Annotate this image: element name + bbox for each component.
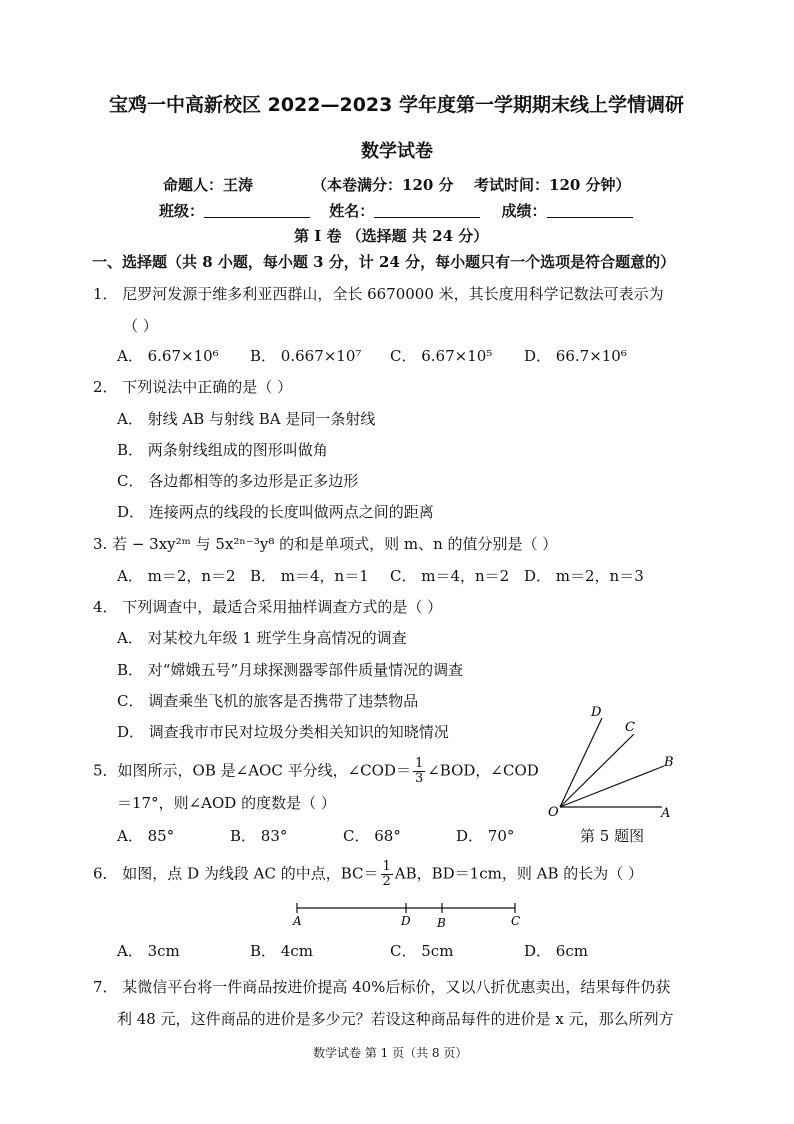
q6-fraction-den: 2 <box>382 874 391 889</box>
label-c: C <box>511 914 521 928</box>
q4-option-a: A． 对某校九年级 1 班学生身高情况的调查 <box>117 629 407 647</box>
q5-option-a: A． 85° <box>117 827 175 845</box>
author-line <box>163 175 253 195</box>
q6-option-a: A． 3cm <box>117 942 180 960</box>
time-info: 考试时间：120 分钟） <box>474 176 631 194</box>
q4-option-d: D． 调查我市市民对垃圾分类相关知识的知晓情况 <box>117 723 449 741</box>
q5-stem-a: 5．如图所示，OB 是∠AOC 平分线，∠COD＝ <box>93 761 411 780</box>
name-label: 姓名： <box>329 202 375 220</box>
label-b: B <box>437 916 446 928</box>
q6-segment-figure <box>285 898 525 928</box>
q3-option-c: C． m＝4，n＝2 <box>390 567 510 585</box>
q7-line1: 7． 某微信平台将一件商品按进价提高 40%后标价，又以八折优惠卖出，结果每件仍获 <box>93 978 671 996</box>
q3-stem: 3. 若 − 3xy²ᵐ 与 5x²ⁿ⁻³y⁸ 的和是单项式，则 m、n 的值分别是（ ） <box>93 535 558 553</box>
page-footer: 数学试卷 第 1 页（共 8 页） <box>313 1046 468 1060</box>
q3-option-a: A． m＝2，n＝2 <box>117 567 236 585</box>
q2-option-b: B． 两条射线组成的图形叫做角 <box>117 441 328 459</box>
q2-stem: 2． 下列说法中正确的是（ ） <box>93 378 293 396</box>
label-c: C <box>625 720 635 735</box>
q3-option-d: D． m＝2，n＝3 <box>524 567 644 585</box>
q2-option-a: A． 射线 AB 与射线 BA 是同一条射线 <box>117 410 376 428</box>
score-info: （本卷满分：120 分 <box>312 176 454 194</box>
name-field[interactable] <box>374 201 480 218</box>
q1-option-a: A． 6.67×10⁶ <box>117 347 219 365</box>
q1-stem: 1． 尼罗河发源于维多利亚西群山，全长 6670000 米，其长度用科学记数法可表示为 <box>93 285 664 303</box>
label-d: D <box>401 914 411 928</box>
q6-fraction-num: 1 <box>382 859 391 874</box>
volume-title: 第 Ⅰ 卷 （选择题 共 24 分） <box>294 227 489 245</box>
q5-option-d: D． 70° <box>456 827 515 845</box>
q6-option-b: B． 4cm <box>250 942 313 960</box>
q5-stem-c: ＝17°，则∠AOD 的度数是（ ） <box>117 794 336 812</box>
q6-option-d: D． 6cm <box>524 942 588 960</box>
label-d: D <box>591 705 602 720</box>
q4-option-b: B． 对“嫦娥五号”月球探测器零部件质量情况的调查 <box>117 661 464 679</box>
ray-ob <box>560 766 664 807</box>
grade-field[interactable] <box>547 201 633 218</box>
section-heading: 一、选择题（共 8 小题，每小题 3 分，计 24 分，每小题只有一个选项是符合题意的） <box>92 253 676 271</box>
grade-label: 成绩： <box>501 202 547 220</box>
q6-stem-b: AB，BD＝1cm，则 AB 的长为（ ） <box>394 864 644 883</box>
q6-option-c: C． 5cm <box>390 942 454 960</box>
q4-option-c: C． 调查乘坐飞机的旅客是否携带了违禁物品 <box>117 692 419 710</box>
author: 命题人：王涛 <box>163 176 254 194</box>
ray-oc <box>560 734 634 807</box>
q5-option-b: B． 83° <box>230 827 288 845</box>
q5-stem-b: ∠BOD，∠COD <box>427 761 539 780</box>
q5-option-c: C． 68° <box>343 827 401 845</box>
class-field[interactable] <box>204 201 310 218</box>
q5-fraction-den: 3 <box>414 771 424 786</box>
q1-option-c: C． 6.67×10⁵ <box>390 347 493 365</box>
q5-fraction-num: 1 <box>414 756 424 771</box>
q7-line2: 利 48 元，这件商品的进价是多少元？若设这种商品每件的进价是 x 元，那么所列方 <box>117 1010 674 1028</box>
q1-paren: （ ） <box>123 317 158 335</box>
exam-subtitle: 数学试卷 <box>361 141 433 162</box>
q5-fraction <box>413 757 425 786</box>
q5-figure-caption: 第 5 题图 <box>580 827 645 845</box>
q2-option-d: D． 连接两点的线段的长度叫做两点之间的距离 <box>117 503 434 521</box>
q5-stem-line1 <box>93 757 539 786</box>
label-a: A <box>293 914 302 928</box>
label-o: O <box>548 805 559 820</box>
info-fields <box>159 201 633 221</box>
q3-option-b: B． m＝4，n＝1 <box>250 567 369 585</box>
q2-option-c: C． 各边都相等的多边形是正多边形 <box>117 472 359 490</box>
exam-title: 宝鸡一中高新校区 2022—2023 学年度第一学期期末线上学情调研 <box>109 94 684 116</box>
label-b: B <box>664 755 674 770</box>
q1-option-d: D． 66.7×10⁶ <box>524 347 627 365</box>
q1-option-b: B． 0.667×10⁷ <box>250 347 362 365</box>
q6-stem-a: 6． 如图，点 D 为线段 AC 的中点，BC＝ <box>93 864 379 883</box>
ray-od <box>560 718 602 807</box>
q6-stem-line <box>93 860 643 889</box>
q6-fraction <box>381 860 393 889</box>
q5-angle-figure <box>540 700 690 825</box>
q4-stem: 4． 下列调查中，最适合采用抽样调查方式的是（ ） <box>93 598 443 616</box>
label-a: A <box>661 806 671 821</box>
class-label: 班级： <box>159 202 205 220</box>
